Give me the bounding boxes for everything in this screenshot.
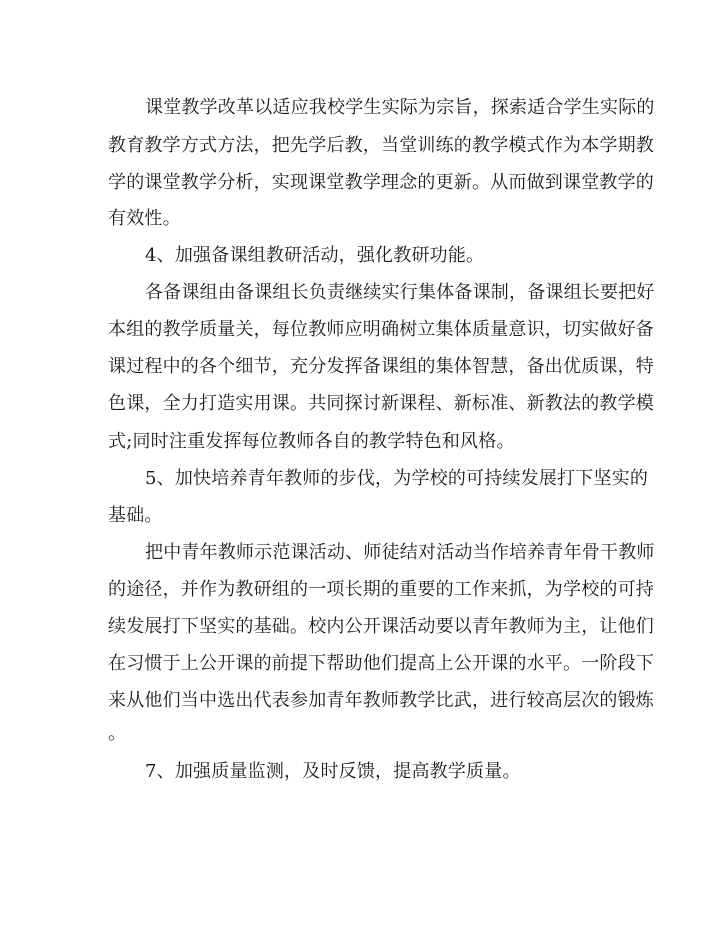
text-line: 教育教学方式方法，把先学后教，当堂训练的教学模式作为本学期教 (108, 135, 654, 156)
text-line: 各备课组由备课组长负责继续实行集体备课制，备课组长要把好 (145, 282, 655, 303)
text-line: 课堂教学改革以适应我校学生实际为宗旨，探索适合学生实际的 (145, 97, 655, 118)
section-heading: 5、加快培养青年教师的步伐，为学校的可持续发展打下坚实的 (145, 468, 649, 489)
text-line: 把中青年教师示范课活动、师徒结对活动当作培养青年骨干教师 (145, 542, 655, 563)
text-line: 式;同时注重发挥每位教师各自的教学特色和风格。 (108, 431, 515, 452)
text-line: 本组的教学质量关，每位教师应明确树立集体质量意识，切实做好备 (108, 319, 654, 340)
text-line: 。 (108, 723, 127, 744)
text-line: 的途径，并作为教研组的一项长期的重要的工作来抓，为学校的可持 (108, 579, 654, 600)
section-heading: 7、加强质量监测，及时反馈，提高教学质量。 (145, 761, 521, 782)
text-line: 学的课堂教学分析，实现课堂教学理念的更新。从而做到课堂教学的 (108, 172, 654, 193)
text-line: 课过程中的各个细节，充分发挥备课组的集体智慧，备出优质课，特 (108, 356, 654, 377)
text-line: 来从他们当中选出代表参加青年教师教学比武，进行较高层次的锻炼 (108, 690, 654, 711)
text-line: 在习惯于上公开课的前提下帮助他们提高上公开课的水平。一阶段下 (108, 653, 654, 674)
section-heading: 4、加强备课组教研活动，强化教研功能。 (145, 245, 485, 266)
text-line: 续发展打下坚实的基础。校内公开课活动要以青年教师为主，让他们 (108, 616, 654, 637)
text-line: 基础。 (108, 505, 163, 526)
text-line: 色课，全力打造实用课。共同探讨新课程、新标准、新教法的教学模 (108, 393, 654, 414)
text-line: 有效性。 (108, 208, 181, 229)
